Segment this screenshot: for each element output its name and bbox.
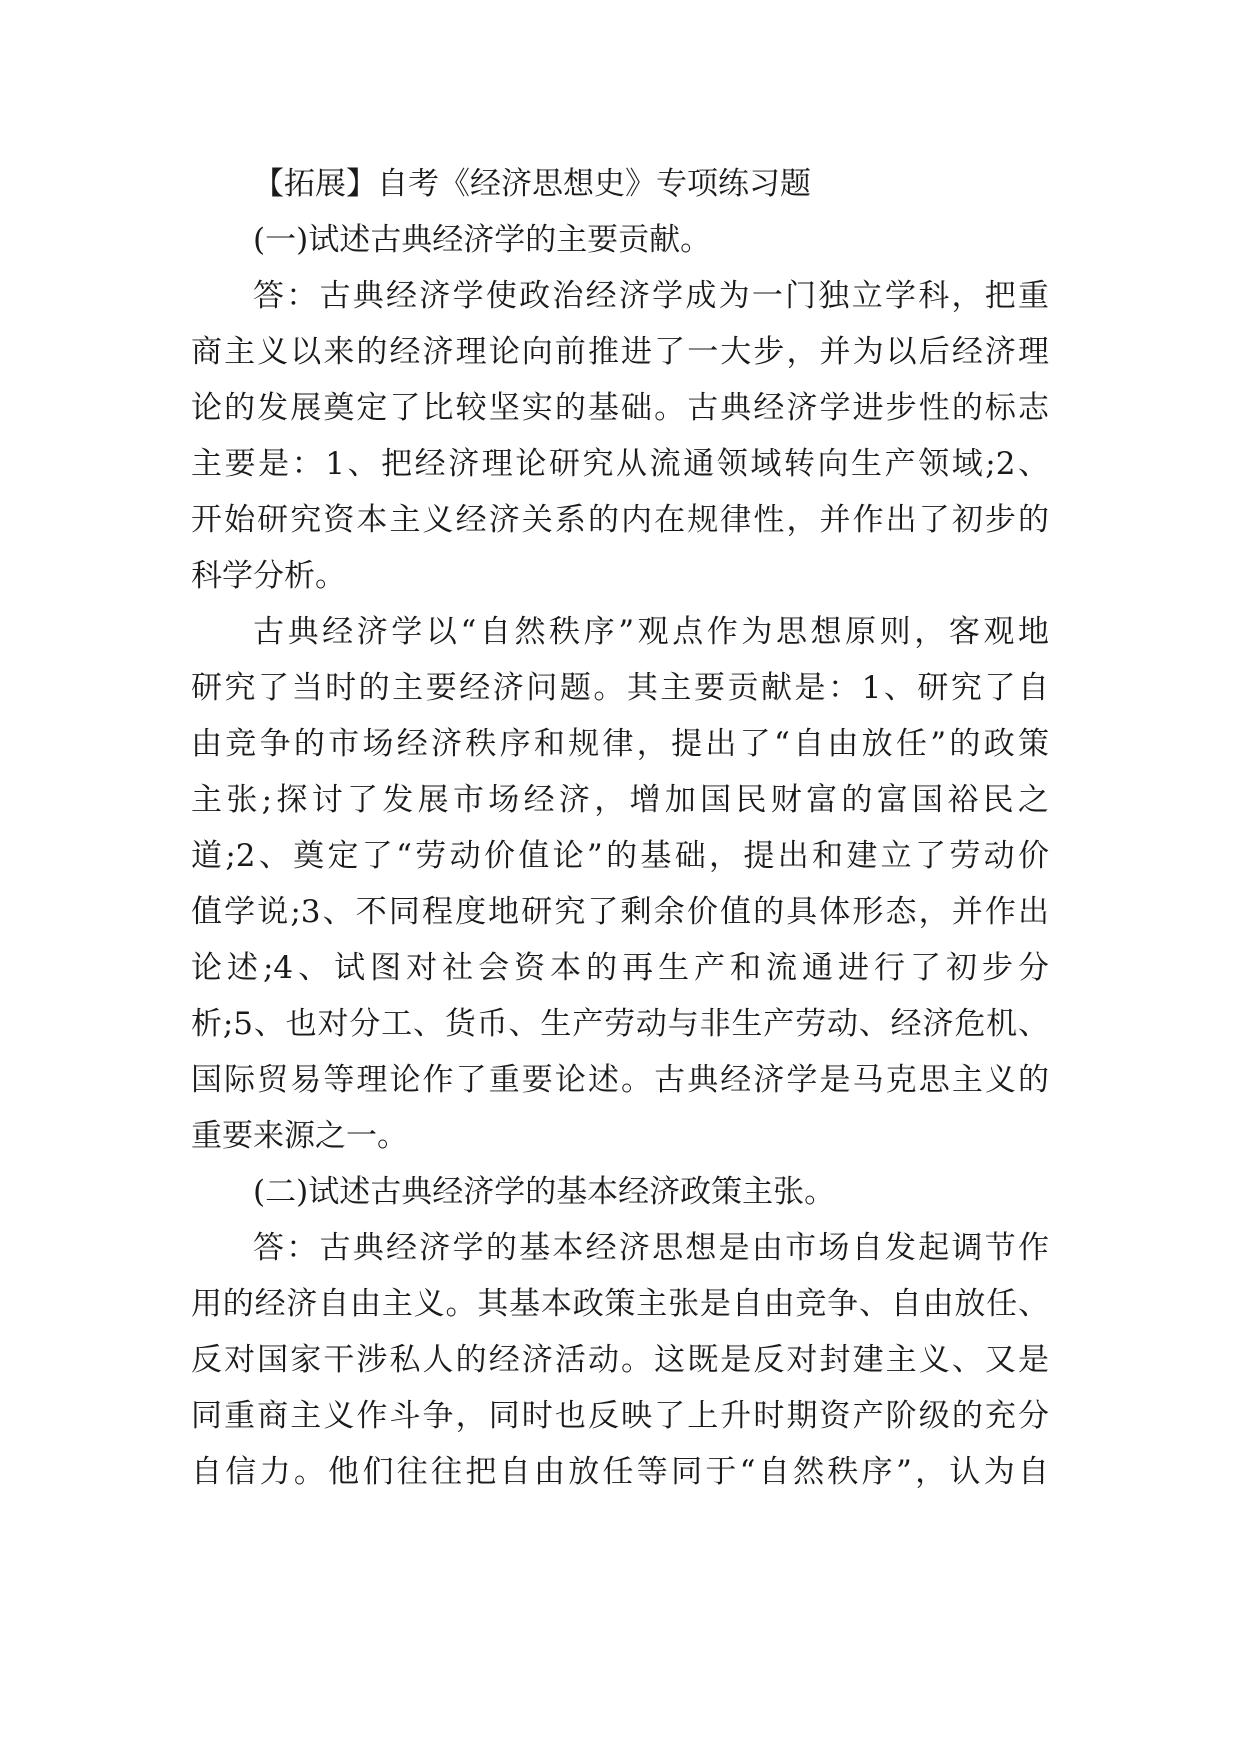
answer-1-paragraph-2: [191, 604, 1049, 1164]
text-line: 析;5、也对分工、货币、生产劳动与非生产劳动、经济危机、: [191, 1006, 1049, 1042]
answer-1-paragraph-1: [191, 268, 1049, 604]
text-line: 重要来源之一。: [191, 1118, 408, 1154]
text-line: 国际贸易等理论作了重要论述。古典经济学是马克思主义的: [191, 1062, 1049, 1098]
document-page: [191, 156, 1049, 1500]
text-line: 论的发展奠定了比较坚实的基础。古典经济学进步性的标志: [191, 390, 1049, 426]
text-line: 主要是：1、把经济理论研究从流通领域转向生产领域;2、: [191, 446, 1049, 482]
text-line: 用的经济自由主义。其基本政策主张是自由竞争、自由放任、: [191, 1286, 1049, 1322]
text-line: 自信力。他们往往把自由放任等同于“自然秩序”，认为自: [191, 1454, 1049, 1490]
question-1: (一)试述古典经济学的主要贡献。: [253, 222, 712, 258]
text-line: 值学说;3、不同程度地研究了剩余价值的具体形态，并作出: [191, 894, 1049, 930]
text-line: 研究了当时的主要经济问题。其主要贡献是：1、研究了自: [191, 670, 1049, 706]
text-line: 同重商主义作斗争，同时也反映了上升时期资产阶级的充分: [191, 1398, 1049, 1434]
document-title: 【拓展】自考《经济思想史》专项练习题: [253, 166, 811, 202]
text-line: 商主义以来的经济理论向前推进了一大步，并为以后经济理: [191, 334, 1049, 370]
answer-2-paragraph-1: [191, 1220, 1049, 1500]
question-2: (二)试述古典经济学的基本经济政策主张。: [253, 1174, 836, 1210]
text-line: 主张;探讨了发展市场经济，增加国民财富的富国裕民之: [191, 782, 1049, 818]
text-line: 古典经济学以“自然秩序”观点作为思想原则，客观地: [253, 614, 1049, 650]
text-line: 答：古典经济学使政治经济学成为一门独立学科，把重: [253, 278, 1049, 314]
text-line: 科学分析。: [191, 558, 346, 594]
text-line: 由竞争的市场经济秩序和规律，提出了“自由放任”的政策: [191, 726, 1049, 762]
text-line: 开始研究资本主义经济关系的内在规律性，并作出了初步的: [191, 502, 1049, 538]
text-line: 论述;4、试图对社会资本的再生产和流通进行了初步分: [191, 950, 1049, 986]
text-line: 道;2、奠定了“劳动价值论”的基础，提出和建立了劳动价: [191, 838, 1049, 874]
text-line: 答：古典经济学的基本经济思想是由市场自发起调节作: [253, 1230, 1049, 1266]
text-line: 反对国家干涉私人的经济活动。这既是反对封建主义、又是: [191, 1342, 1049, 1378]
